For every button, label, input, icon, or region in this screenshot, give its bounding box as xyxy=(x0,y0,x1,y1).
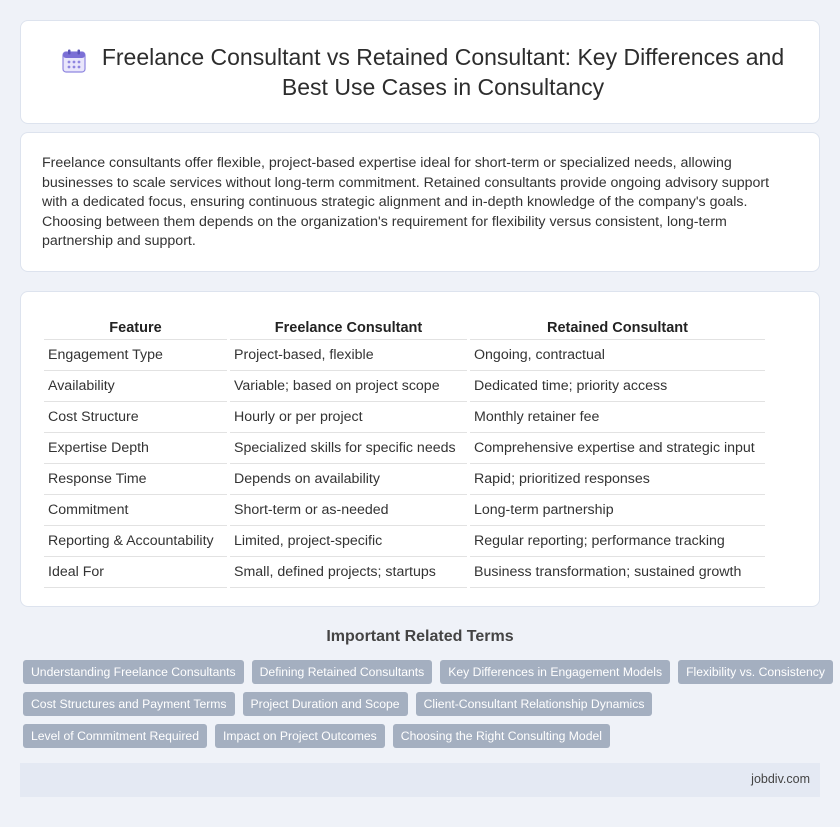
table-cell: Reporting & Accountability xyxy=(44,526,227,557)
table-cell: Ongoing, contractual xyxy=(470,340,765,371)
comparison-table xyxy=(41,315,768,588)
column-header-freelance: Freelance Consultant xyxy=(230,315,467,340)
tag-row xyxy=(23,724,823,748)
table-cell: Specialized skills for specific needs xyxy=(230,433,467,464)
column-header-feature: Feature xyxy=(44,315,227,340)
table-row xyxy=(44,340,765,371)
table-cell: Comprehensive expertise and strategic input xyxy=(470,433,765,464)
column-header-retained: Retained Consultant xyxy=(470,315,765,340)
table-row xyxy=(44,371,765,402)
calendar-icon xyxy=(61,48,87,74)
table-row xyxy=(44,402,765,433)
table-cell: Response Time xyxy=(44,464,227,495)
table-cell: Ideal For xyxy=(44,557,227,588)
table-cell: Small, defined projects; startups xyxy=(230,557,467,588)
table-cell: Commitment xyxy=(44,495,227,526)
related-term-tag[interactable]: Understanding Freelance Consultants xyxy=(23,660,244,684)
related-term-tag[interactable]: Client-Consultant Relationship Dynamics xyxy=(416,692,653,716)
table-cell: Engagement Type xyxy=(44,340,227,371)
related-term-tag[interactable]: Level of Commitment Required xyxy=(23,724,207,748)
table-cell: Dedicated time; priority access xyxy=(470,371,765,402)
related-term-tag[interactable]: Key Differences in Engagement Models xyxy=(440,660,670,684)
table-cell: Rapid; prioritized responses xyxy=(470,464,765,495)
table-cell: Variable; based on project scope xyxy=(230,371,467,402)
table-cell: Limited, project-specific xyxy=(230,526,467,557)
table-row xyxy=(44,495,765,526)
header-card xyxy=(20,20,820,124)
table-row xyxy=(44,464,765,495)
table-cell: Short-term or as-needed xyxy=(230,495,467,526)
related-term-tag[interactable]: Project Duration and Scope xyxy=(243,692,408,716)
table-cell: Expertise Depth xyxy=(44,433,227,464)
related-term-tag[interactable]: Cost Structures and Payment Terms xyxy=(23,692,235,716)
related-term-tag[interactable]: Defining Retained Consultants xyxy=(252,660,433,684)
tag-row xyxy=(23,692,823,716)
table-cell: Depends on availability xyxy=(230,464,467,495)
table-header-row xyxy=(44,315,765,340)
table-cell: Hourly or per project xyxy=(230,402,467,433)
related-term-tag[interactable]: Flexibility vs. Consistency xyxy=(678,660,833,684)
tag-row xyxy=(23,660,823,684)
table-cell: Cost Structure xyxy=(44,402,227,433)
table-cell: Long-term partnership xyxy=(470,495,765,526)
table-row xyxy=(44,557,765,588)
related-terms-list xyxy=(23,660,823,756)
related-terms-heading: Important Related Terms xyxy=(326,628,514,645)
footer-domain-link[interactable]: jobdiv.com xyxy=(751,772,810,786)
related-term-tag[interactable]: Impact on Project Outcomes xyxy=(215,724,385,748)
table-cell: Project-based, flexible xyxy=(230,340,467,371)
intro-paragraph: Freelance consultants offer flexible, project-based expertise ideal for short-term or specialized needs, allowing businesses to scale services without long-term commitment. Retained consultants provide ongoing advisory support with a dedicated focus, ensuring continuous strategic alignment and in-depth knowledge of the company's goals. Choosing between them depends on the organization's requirement for flexibility versus consistent, long-term partnership and support. xyxy=(42,155,770,250)
table-cell: Monthly retainer fee xyxy=(470,402,765,433)
table-cell: Availability xyxy=(44,371,227,402)
intro-card xyxy=(20,132,820,272)
footer xyxy=(20,763,820,797)
table-cell: Business transformation; sustained growth xyxy=(470,557,765,588)
comparison-card xyxy=(20,291,820,607)
table-row xyxy=(44,526,765,557)
related-term-tag[interactable]: Choosing the Right Consulting Model xyxy=(393,724,610,748)
table-cell: Regular reporting; performance tracking xyxy=(470,526,765,557)
table-row xyxy=(44,433,765,464)
page-title: Freelance Consultant vs Retained Consultant: Key Differences and Best Use Cases in Consultancy xyxy=(101,44,785,100)
